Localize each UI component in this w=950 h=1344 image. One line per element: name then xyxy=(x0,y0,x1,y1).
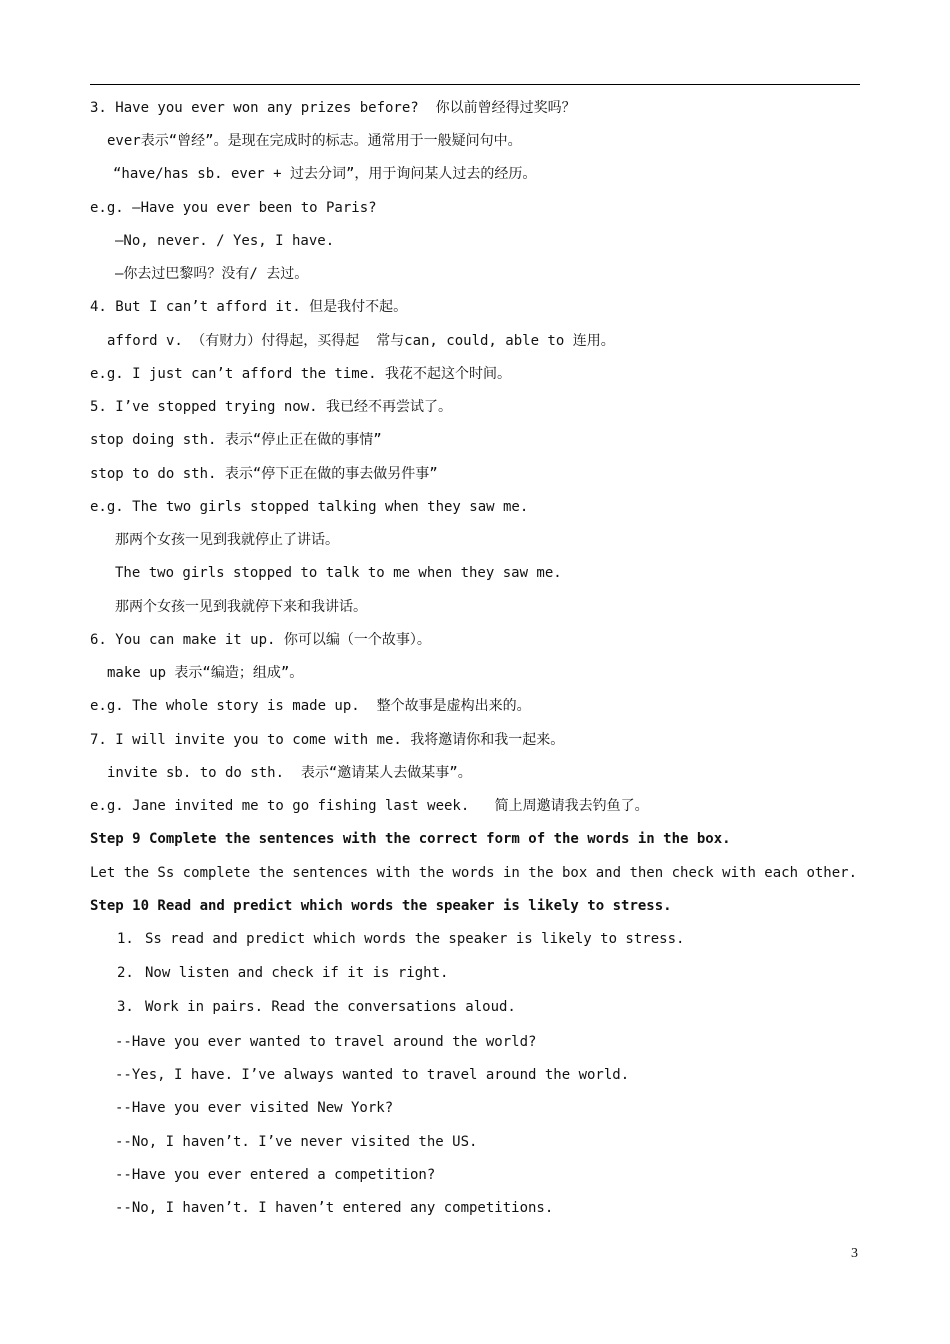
text-line: afford v. （有财力）付得起，买得起 常与can, could, able to 连用。 xyxy=(107,333,615,349)
list-item: Ss read and predict which words the speaker is likely to stress. xyxy=(145,931,685,947)
text-line: 6. You can make it up. 你可以编（一个故事）。 xyxy=(90,632,431,648)
text-line: —你去过巴黎吗？没有/ 去过。 xyxy=(115,266,309,282)
text-line: e.g. —Have you ever been to Paris? xyxy=(90,200,377,216)
header-rule xyxy=(90,84,860,85)
text-line: e.g. The two girls stopped talking when they saw me. xyxy=(90,499,529,515)
text-line: make up 表示“编造；组成”。 xyxy=(107,665,304,681)
page-number: 3 xyxy=(851,1246,858,1261)
text-line: 4. But I can’t afford it. 但是我付不起。 xyxy=(90,299,408,315)
dialogue-line: --No, I haven’t. I haven’t entered any competitions. xyxy=(115,1200,554,1216)
text-line: e.g. The whole story is made up. 整个故事是虚构出来的。 xyxy=(90,698,531,714)
text-line: The two girls stopped to talk to me when they saw me. xyxy=(115,565,562,581)
text-line: 那两个女孩一见到我就停止了讲话。 xyxy=(115,532,339,548)
text-line: 5. I’ve stopped trying now. 我已经不再尝试了。 xyxy=(90,399,453,415)
list-number: 1. xyxy=(117,931,134,947)
text-line: stop to do sth. 表示“停下正在做的事去做另件事” xyxy=(90,466,438,482)
list-item: Work in pairs. Read the conversations aloud. xyxy=(145,999,516,1015)
dialogue-line: --Have you ever wanted to travel around the world? xyxy=(115,1034,537,1050)
text-line: e.g. Jane invited me to go fishing last week. 简上周邀请我去钓鱼了。 xyxy=(90,798,649,814)
text-line: stop doing sth. 表示“停止正在做的事情” xyxy=(90,432,382,448)
text-line: 那两个女孩一见到我就停下来和我讲话。 xyxy=(115,599,367,615)
text-line: Let the Ss complete the sentences with the words in the box and then check with each other. xyxy=(90,865,858,881)
step-heading: Step 9 Complete the sentences with the correct form of the words in the box. xyxy=(90,831,731,847)
list-number: 2. xyxy=(117,965,134,981)
text-line: ever表示“曾经”。是现在完成时的标志。通常用于一般疑问句中。 xyxy=(107,133,522,149)
text-line: —No, never. / Yes, I have. xyxy=(115,233,335,249)
text-line: 7. I will invite you to come with me. 我将邀请你和我一起来。 xyxy=(90,732,565,748)
text-line: “have/has sb. ever + 过去分词”，用于询问某人过去的经历。 xyxy=(113,166,537,182)
list-number: 3. xyxy=(117,999,134,1015)
text-line: e.g. I just can’t afford the time. 我花不起这个时间。 xyxy=(90,366,512,382)
text-line: invite sb. to do sth. 表示“邀请某人去做某事”。 xyxy=(107,765,472,781)
dialogue-line: --No, I haven’t. I’ve never visited the US. xyxy=(115,1134,478,1150)
step-heading: Step 10 Read and predict which words the speaker is likely to stress. xyxy=(90,898,672,914)
list-item: Now listen and check if it is right. xyxy=(145,965,449,981)
dialogue-line: --Have you ever visited New York? xyxy=(115,1100,394,1116)
dialogue-line: --Have you ever entered a competition? xyxy=(115,1167,436,1183)
dialogue-line: --Yes, I have. I’ve always wanted to travel around the world. xyxy=(115,1067,630,1083)
text-line: 3. Have you ever won any prizes before? 你以前曾经得过奖吗？ xyxy=(90,100,576,116)
